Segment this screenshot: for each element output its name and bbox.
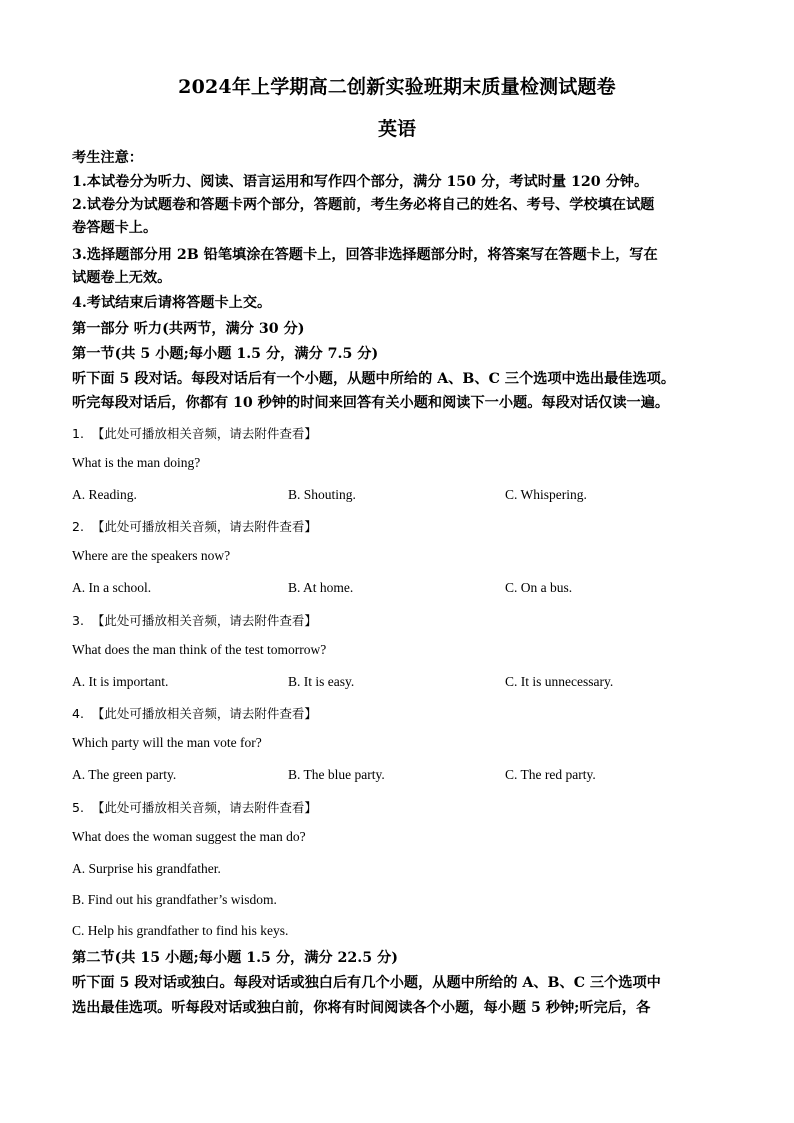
notice-heading: 考生注意： xyxy=(72,150,143,166)
question-4-audio-placeholder[interactable]: 【此处可播放相关音频，请去附件查看】 xyxy=(91,706,317,721)
exam-subject: 英语 xyxy=(377,118,416,140)
question-2-text: Where are the speakers now? xyxy=(72,548,231,563)
question-5-option-b: B. Find out his grandfather’s wisdom. xyxy=(72,892,277,907)
section1-instruction-2: 听完每段对话后，你都有 10 秒钟的时间来回答有关小题和阅读下一小题。每段对话仅读一遍。 xyxy=(72,395,670,411)
question-5-audio-placeholder[interactable]: 【此处可播放相关音频，请去附件查看】 xyxy=(91,800,317,815)
question-4-text: Which party will the man vote for? xyxy=(72,735,262,750)
notice-line-5: 试题卷上无效。 xyxy=(72,270,172,286)
question-2-option-a: A. In a school. xyxy=(72,580,152,595)
question-3-option-b: B. It is easy. xyxy=(288,674,355,689)
notice-line-4: 3.选择题部分用 2B 铅笔填涂在答题卡上，回答非选择题部分时，将答案写在答题卡上，写在 xyxy=(72,247,658,263)
question-3-option-a: A. It is important. xyxy=(72,674,169,689)
question-4-option-b: B. The blue party. xyxy=(288,767,385,782)
question-3-number: 3. xyxy=(72,613,84,628)
section1-instruction-1: 听下面 5 段对话。每段对话后有一个小题，从题中所给的 A、B、C 三个选项中选出最佳选项。 xyxy=(72,371,676,387)
section2-instruction-2: 选出最佳选项。听每段对话或独白前，你将有时间阅读各个小题，每小题 5 秒钟;听完后，各 xyxy=(72,1000,651,1016)
question-1-option-b: B. Shouting. xyxy=(288,487,356,502)
exam-title: 2024年上学期高二创新实验班期末质量检测试题卷 xyxy=(178,76,616,98)
question-1-text: What is the man doing? xyxy=(72,455,201,470)
notice-line-2: 2.试卷分为试题卷和答题卡两个部分，答题前，考生务必将自己的姓名、考号、学校填在试题 xyxy=(72,197,655,213)
question-2-header xyxy=(72,517,317,535)
question-3-audio-placeholder[interactable]: 【此处可播放相关音频，请去附件查看】 xyxy=(91,613,317,628)
question-4-number: 4. xyxy=(72,706,84,721)
question-1-option-c: C. Whispering. xyxy=(505,487,587,502)
question-2-number: 2. xyxy=(72,519,84,534)
question-1-option-a: A. Reading. xyxy=(72,487,137,502)
section1-heading: 第一节(共 5 小题;每小题 1.5 分，满分 7.5 分) xyxy=(72,346,379,362)
question-1-audio-placeholder[interactable]: 【此处可播放相关音频，请去附件查看】 xyxy=(91,426,317,441)
question-5-number: 5. xyxy=(72,800,84,815)
question-5-option-a: A. Surprise his grandfather. xyxy=(72,861,221,876)
question-1-number: 1. xyxy=(72,426,84,441)
section2-instruction-1: 听下面 5 段对话或独白。每段对话或独白后有几个小题，从题中所给的 A、B、C 三个选项中 xyxy=(72,975,661,991)
question-4-header xyxy=(72,704,317,722)
section2-heading: 第二节(共 15 小题;每小题 1.5 分，满分 22.5 分) xyxy=(72,950,398,966)
question-4-option-a: A. The green party. xyxy=(72,767,177,782)
question-5-option-c: C. Help his grandfather to find his keys. xyxy=(72,923,289,938)
question-2-option-c: C. On a bus. xyxy=(505,580,573,595)
notice-line-1: 1.本试卷分为听力、阅读、语言运用和写作四个部分，满分 150 分，考试时量 120 分钟。 xyxy=(72,174,649,190)
question-5-text: What does the woman suggest the man do? xyxy=(72,829,306,844)
part1-heading: 第一部分 听力(共两节，满分 30 分) xyxy=(72,321,305,337)
question-5-header xyxy=(72,798,317,816)
question-3-text: What does the man think of the test tomorrow? xyxy=(72,642,327,657)
question-3-option-c: C. It is unnecessary. xyxy=(505,674,614,689)
question-1-header xyxy=(72,424,317,442)
notice-line-6: 4.考试结束后请将答题卡上交。 xyxy=(72,295,272,311)
question-4-option-c: C. The red party. xyxy=(505,767,596,782)
notice-line-3: 卷答题卡上。 xyxy=(72,220,158,236)
question-3-header xyxy=(72,611,317,629)
question-2-option-b: B. At home. xyxy=(288,580,354,595)
question-2-audio-placeholder[interactable]: 【此处可播放相关音频，请去附件查看】 xyxy=(91,519,317,534)
